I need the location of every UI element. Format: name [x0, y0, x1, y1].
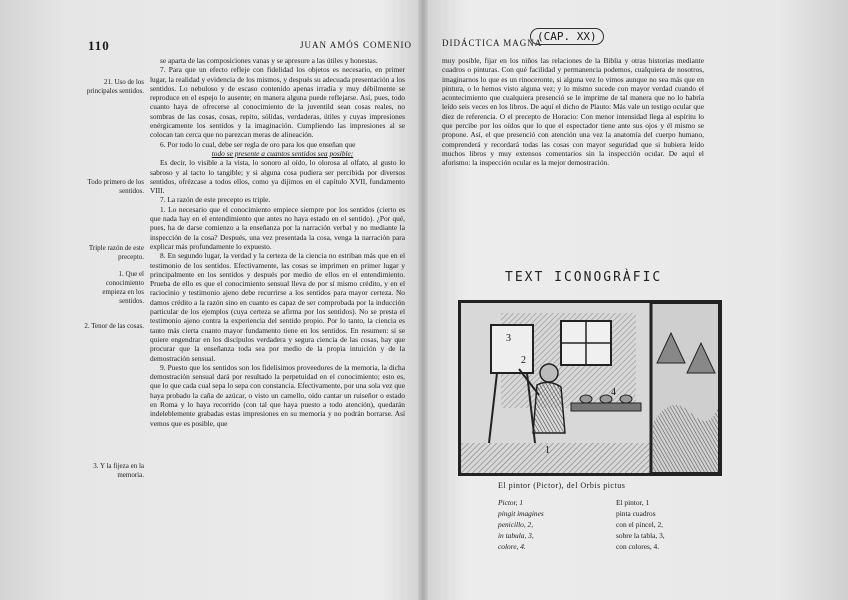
paragraph: 8. En segundo lugar, la verdad y la certeza de la ciencia no estriban más que en el testimonio de los sentidos. Efectivamente, las cosas se imprimen en primer lugar y principalmente en los sentidos y después por medio de ellos en el entendimiento. Prueba de ello es que el conocimiento sensual lleva de por sí mismo crédito, y en el raciocinio y testimonio ajeno debe recurrirse a los sentidos para mayor certeza. No damos crédito a la razón sino en cuanto es capaz de ser comprobada por la inducción particular de los ejemplos (cuya certeza se afirma por los sentidos). No se presta el testimonio ajeno contra la experiencia del sentido propio. Por lo tanto, la ciencia es tanto más cierta cuanto mayor fundamento tiene en los sentidos. En resumen: si se quiere engendrar en los discípulos verdadera y segura ciencia de las cosas, hay que procurar que la enseñanza toda sea por medio de la propia intuición y de la demostración sensual. [150, 251, 405, 363]
margin-note: 1. Que el conocimiento empieza en los sentidos. [102, 270, 144, 305]
golden-rule: todo se presente a cuantos sentidos sea posible; [211, 148, 354, 158]
legend-line: in tabula, 3, [498, 531, 534, 540]
painter-woodcut-image [461, 303, 719, 473]
paragraph: 7. La razón de este precepto es triple. [160, 195, 271, 205]
left-page-text [150, 56, 405, 586]
legend-line: penicillo, 2, [498, 520, 534, 529]
illustration-caption: El pintor (Pictor), del Orbis pictus [498, 481, 626, 490]
margin-note: Triple razón de este precepto. [88, 244, 144, 261]
legend-line: pingit imagines [498, 509, 544, 518]
right-page-text [442, 56, 704, 216]
svg-text:2: 2 [521, 355, 526, 366]
paragraph: 9. Puesto que los sentidos son los fidelísimos proveedores de la memoria, la dicha demostración sensual dará por resultado la perpetuidad en el conocimiento; esto es, que lo que cada cual sepa lo sepa con constancia. Efectivamente, por una sola vez que haya probado la caña de azúcar, o visto un camello, oído cantar un ruiseñor o estado en Roma y lo haya recorrido (con tal que haya puesto a todo atención), quedarán indeleblemente grabadas estas impresiones en su memoria y no podrán borrarse. Así vemos que es posible, que [150, 362, 405, 428]
paragraph: 1. Lo necesario que el conocimiento empiece siempre por los sentidos (cierto es que nada hay en el entendimiento que antes no haya estado en el sentido). ¿Por qué, pues, ha de darse comienzo a la enseñanza por la narración verbal y no mediante la inspección de la cosa? Después, una vez presentada la cosa, venga la narración para explicar más profundamente lo expuesto. [150, 204, 405, 251]
legend-latin [498, 497, 544, 552]
margin-note: 2. Tenor de las cosas. [84, 322, 144, 330]
legend-translation [616, 497, 665, 552]
page-number: 110 [88, 38, 110, 53]
running-head-left: JUAN AMÓS COMENIO [300, 40, 413, 50]
paragraph: se aparta de las composiciones vanas y se apresure a las útiles y honestas. [160, 56, 378, 65]
margin-note: Todo primero de los sentidos. [87, 178, 144, 195]
legend-line: con colores, 4. [616, 542, 660, 551]
paragraph: Es decir, lo visible a la vista, lo sonoro al oído, lo olorosa al olfato, al gusto lo sabroso y al tacto lo tangible; y si alguna cosa pudiera ser percibida por diversos sentidos, ofrézcase a todos ellos, como ya dijimos en el capítulo XVII, fundamento VIII. [150, 158, 405, 196]
book-gutter [418, 0, 428, 600]
legend-line: colore, 4. [498, 542, 526, 551]
svg-text:1: 1 [545, 445, 550, 456]
paragraph: 6. Por todo lo cual, debe ser regla de oro para los que enseñan que [160, 139, 356, 149]
legend-line: sobre la tabla, 3, [616, 531, 665, 540]
handwritten-illustration-title: TEXT ICONOGRÀFIC [505, 270, 663, 285]
svg-text:3: 3 [506, 333, 511, 344]
handwritten-chapter-label: (CAP. XX) [530, 28, 604, 45]
margin-note: 21. Uso de los principales sentidos. [86, 78, 144, 95]
legend-line: Pictor, 1 [498, 498, 524, 507]
paragraph: muy posible, fijar en los niños las relaciones de la Biblia y otras historias mediante cuadros o pinturas. Con qué facilidad y permanencia podemos, cualquiera de nosotros, imaginarnos lo que es un rinoceronte, si alguna vez lo vimos aunque no sea más que en pintura, o lo hemos visto alguna vez; y lo mismo sucede con mayor verdad cuando el acontecimiento que cualquiera presenció se le imprime de tal manera que no lo habría leído seis veces en los libros. De aquí el dicho de Plauto: Más vale un testigo ocular que diez de referencia. O el precepto de Horacio: Con menor intensidad llega al espíritu lo que percibe por los oídos que lo que el espectador tiene ante sus ojos y él mismo se propone. Así, el que presenció con atención una vez la anatomía del cuerpo humano, comprenderá y recordará todas las cosas con mayor seguridad que si hubiera leído muchos libros y muy extensos comentarios sin la inspección ocular. De aquí el aforismo: la inspección ocular es la mejor demostración. [442, 56, 704, 168]
paragraph: 7. Para que un efecto refleje con fidelidad los objetos es necesario, en primer lugar, la realidad y evidencia de los mismos, y después su adecuada presentación a los sentidos. Lo nebuloso y de escaso contenido apenas irradia y muy débilmente se reproduce en el espejo lo ausente; en manera alguna puede reflejarse. Así, pues, todo cuanto haya de ofrecerse al conocimiento de la juventild sean cosas reales, no sombras de las cosas, cosas, repito, sólidas, verdaderas, útiles y cuyas impresiones enérgicamente los sentidos y la imaginación. Cumpliendo las impresiones al se colocan tan cerca que no parezcan meras de alineación. [150, 65, 405, 140]
legend-line: pinta cuadros [616, 509, 656, 518]
svg-text:4: 4 [611, 387, 616, 398]
woodcut-illustration [458, 300, 722, 476]
legend-line: El pintor, 1 [616, 498, 650, 507]
legend-line: con el pincel, 2, [616, 520, 663, 529]
margin-note: 3. Y la fijeza en la memoria. [93, 462, 144, 479]
running-head-right: DIDÁCTICA MAGNA [442, 38, 543, 48]
